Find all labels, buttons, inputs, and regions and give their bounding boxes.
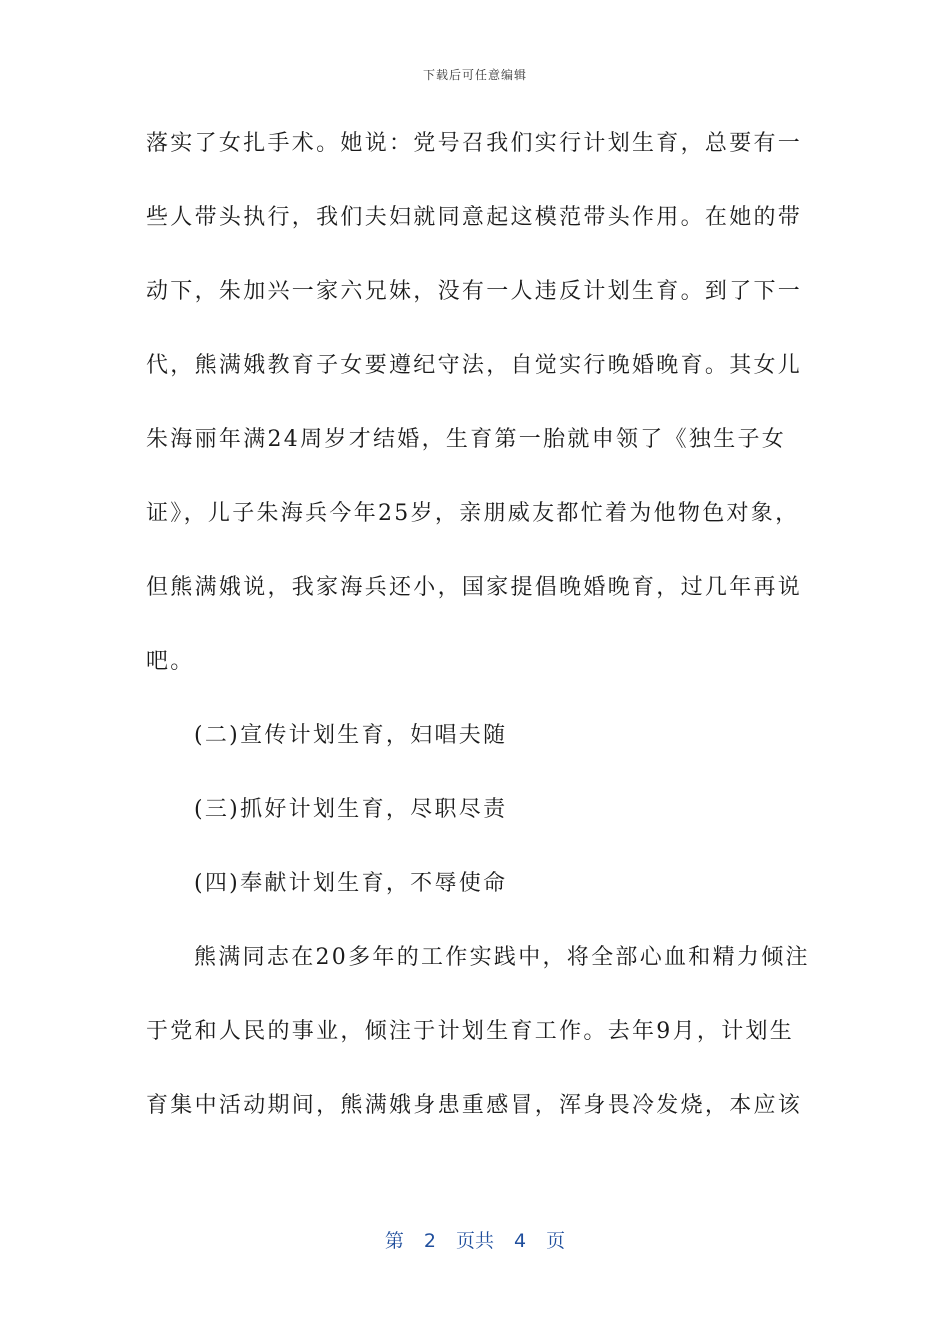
total-pages-number: 4 (514, 1230, 527, 1252)
footer-middle: 页共 (455, 1230, 494, 1252)
paragraph-start-line: 熊满同志在20多年的工作实践中，将全部心血和精力倾注 (194, 945, 810, 970)
text-line: 落实了女扎手术。她说：党号召我们实行计划生育，总要有一 (146, 131, 803, 156)
text-line: 于党和人民的事业，倾注于计划生育工作。去年9月，计划生 (146, 1019, 795, 1044)
footer-prefix: 第 (384, 1230, 404, 1252)
page-footer (0, 1226, 950, 1253)
header-note: 下载后可任意编辑 (422, 68, 527, 82)
text-line: 育集中活动期间，熊满娥身患重感冒，浑身畏冷发烧，本应该 (146, 1093, 803, 1118)
section-heading: (二)宣传计划生育，妇唱夫随 (194, 723, 508, 748)
section-heading: (三)抓好计划生育，尽职尽责 (194, 797, 508, 822)
current-page-number: 2 (423, 1230, 436, 1252)
section-heading: (四)奉献计划生育，不辱使命 (194, 871, 508, 896)
text-line: 吧。 (146, 649, 195, 674)
text-line: 代，熊满娥教育子女要遵纪守法，自觉实行晚婚晚育。其女儿 (146, 353, 803, 378)
footer-suffix: 页 (546, 1230, 566, 1252)
document-body (146, 124, 810, 1160)
text-line: 朱海丽年满24周岁才结婚，生育第一胎就申领了《独生子女 (146, 427, 787, 452)
text-line: 但熊满娥说，我家海兵还小，国家提倡晚婚晚育，过几年再说 (146, 575, 803, 600)
text-line: 些人带头执行，我们夫妇就同意起这模范带头作用。在她的带 (146, 205, 803, 230)
text-line: 动下，朱加兴一家六兄妹，没有一人违反计划生育。到了下一 (146, 279, 803, 304)
text-line: 证》，儿子朱海兵今年25岁，亲朋威友都忙着为他物色对象， (146, 501, 800, 526)
